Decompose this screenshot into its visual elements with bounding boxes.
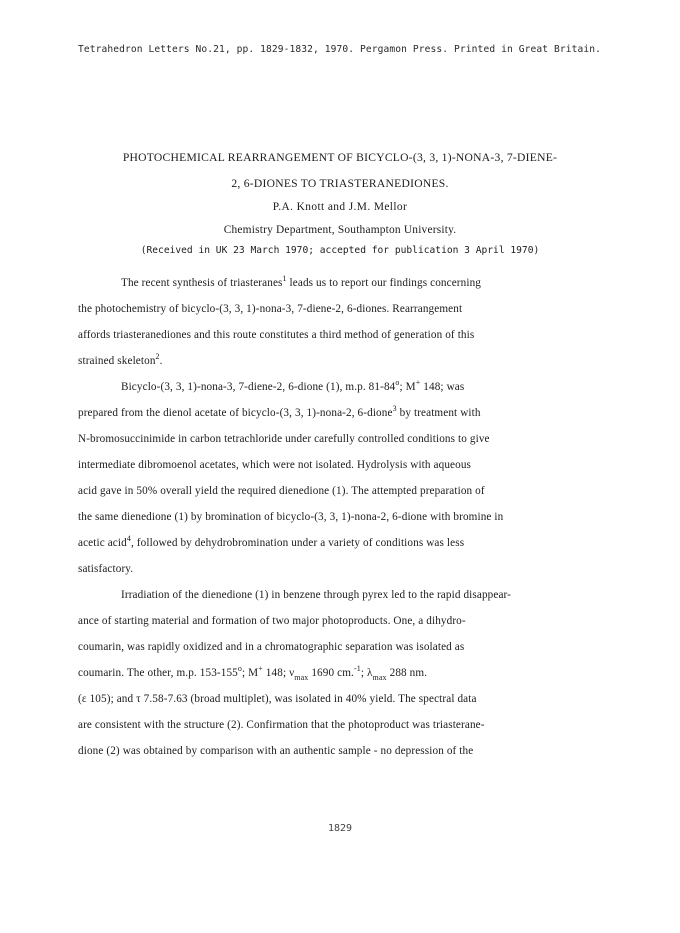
authors: P.A. Knott and J.M. Mellor bbox=[272, 201, 408, 213]
page-number: 1829 bbox=[327, 823, 353, 834]
body-line: Irradiation of the dienedione (1) in benzene through pyrex led to the rapid disappear- bbox=[121, 589, 512, 601]
body-line: (ε 105); and τ 7.58-7.63 (broad multiplet), was isolated in 40% yield. The spectral data bbox=[78, 693, 477, 705]
body-line: coumarin, was rapidly oxidized and in a chromatographic separation was isolated as bbox=[78, 641, 465, 653]
body-line: intermediate dibromoenol acetates, which were not isolated. Hydrolysis with aqueous bbox=[78, 459, 472, 471]
received-date: (Received in UK 23 March 1970; accepted for publication 3 April 1970) bbox=[140, 245, 540, 256]
body-line: The recent synthesis of triasteranes$^1$ leads us to report our findings concerning bbox=[121, 274, 482, 289]
body-line: dione (2) was obtained by comparison with an authentic sample - no depression of the bbox=[78, 745, 474, 757]
body-line: prepared from the dienol acetate of bicyclo-(3, 3, 1)-nona-2, 6-dione$^3$ by treatment with bbox=[78, 404, 481, 419]
body-line: ance of starting material and formation of two major photoproducts. One, a dihydro- bbox=[78, 615, 466, 627]
body-line: the photochemistry of bicyclo-(3, 3, 1)-nona-3, 7-diene-2, 6-diones. Rearrangement bbox=[78, 303, 463, 315]
body-line: affords triasteranediones and this route constitutes a third method of generation of this bbox=[78, 329, 475, 341]
article-title-line-1: PHOTOCHEMICAL REARRANGEMENT OF BICYCLO-(3, 3, 1)-NONA-3, 7-DIENE- bbox=[122, 151, 558, 164]
body-line: acid gave in 50% overall yield the required dienedione (1). The attempted preparation of bbox=[78, 485, 485, 497]
body-line: are consistent with the structure (2). Confirmation that the photoproduct was triasterane- bbox=[78, 719, 485, 731]
body-line: N-bromosuccinimide in carbon tetrachloride under carefully controlled conditions to give bbox=[78, 433, 490, 445]
body-line: the same dienedione (1) by bromination of bicyclo-(3, 3, 1)-nona-2, 6-dione with bromine in bbox=[78, 511, 504, 523]
body-line: Bicyclo-(3, 3, 1)-nona-3, 7-diene-2, 6-dione (1), m.p. 81-84$^o$; M+ 148; was bbox=[121, 378, 465, 393]
article-title-line-2: 2, 6-DIONES TO TRIASTERANEDIONES. bbox=[231, 177, 449, 190]
affiliation: Chemistry Department, Southampton University. bbox=[223, 224, 457, 236]
body-line: coumarin. The other, m.p. 153-155$^o$; M+ 148; $\nu_{max}$ 1690 cm.$^{-1}$; $\lambda_{max}$ 288 nm. bbox=[78, 664, 428, 682]
body-line: strained skeleton$^2$. bbox=[78, 352, 163, 367]
body-line: satisfactory. bbox=[78, 563, 134, 575]
running-header: Tetrahedron Letters No.21, pp. 1829-1832, 1970. Pergamon Press. Printed in Great Britain. bbox=[78, 44, 601, 55]
body-line: acetic acid$^4$, followed by dehydrobromination under a variety of conditions was less bbox=[78, 534, 465, 549]
